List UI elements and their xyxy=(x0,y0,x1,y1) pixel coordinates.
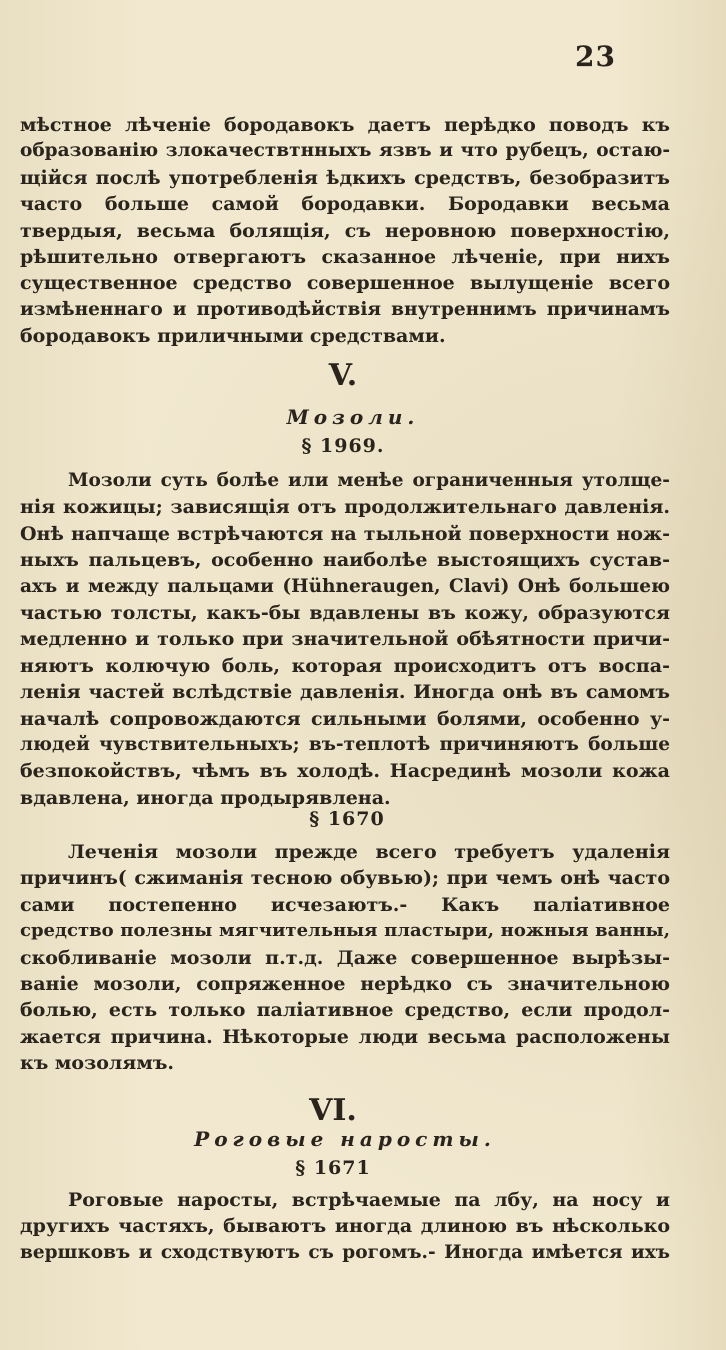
text-line: ныхъ пальцевъ, особенно наиболѣе выстоящихъ сустав- xyxy=(20,549,670,572)
text-line: вершковъ и сходствуютъ съ рогомъ.- Иногда имѣется ихъ xyxy=(20,1241,670,1263)
paragraph-corns-description xyxy=(20,468,670,811)
text-line: началѣ сопровождаются сильными болями, особенно у- xyxy=(20,707,670,730)
section-heading-roman-v: V. xyxy=(328,358,358,393)
paragraph-horny-growths xyxy=(20,1187,670,1266)
text-line: Онѣ напчаще встрѣчаются на тыльной поверхности нож- xyxy=(20,522,670,545)
text-line: твердыя, весьма болящія, съ неровною поверхностію, xyxy=(20,219,670,242)
page-number: 23 xyxy=(575,40,616,73)
text-line: часто больше самой бородавки. Бородавки весьма xyxy=(20,193,670,216)
text-line: другихъ частяхъ, бываютъ иногда длиною въ нѣсколько xyxy=(20,1215,670,1238)
text-line: образованію злокачествтнныхъ язвъ и что рубецъ, остаю- xyxy=(20,140,670,162)
text-line: причинъ( сжиманія тесною обувью); при чемъ онѣ часто xyxy=(20,867,670,890)
text-line: нія кожицы; зависящія отъ продолжительнаго давленія. xyxy=(20,496,670,519)
text-line: ваніе мозоли, сопряженное нерѣдко съ значительною xyxy=(20,973,670,996)
text-line: ленія частей вслѣдствіе давленія. Иногда онѣ въ самомъ xyxy=(20,681,670,704)
section-title-horny-growths: Роговые наросты. xyxy=(194,1127,496,1151)
section-title-mozoli: Мозоли. xyxy=(286,405,420,429)
text-line: медленно и только при значительной обѣятности причи- xyxy=(20,628,670,651)
section-heading-roman-vi: VI. xyxy=(309,1093,357,1128)
text-line: къ мозолямъ. xyxy=(20,1052,175,1075)
text-line: бородавокъ приличными средствами. xyxy=(20,325,446,348)
text-line: няютъ колючую боль, которая происходитъ отъ воспа- xyxy=(20,654,670,677)
paragraph-warts-treatment xyxy=(20,112,670,350)
text-line: рѣшительно отвергаютъ сказанное лѣченіе, при нихъ xyxy=(20,246,670,269)
text-line: людей чувствительныхъ; въ-теплотѣ причиняютъ больше xyxy=(20,734,670,756)
text-line: измѣненнаго и противодѣйствія внутреннимъ причинамъ xyxy=(20,298,670,320)
text-line: щійся послѣ употребленія ѣдкихъ средствъ, безобразитъ xyxy=(20,166,670,189)
paragraph-number-1969: § 1969. xyxy=(301,435,385,457)
text-line: мѣстное лѣченіе бородавокъ даетъ перѣдко поводъ къ xyxy=(20,114,670,136)
paragraph-number-1671: § 1671 xyxy=(295,1157,371,1179)
text-line: скобливаніе мозоли п.т.д. Даже совершенное вырѣзы- xyxy=(20,946,670,969)
text-line: вдавлена, иногда продырявлена. xyxy=(20,786,391,809)
text-line: существенное средство совершенное вылущеніе всего xyxy=(20,272,670,295)
text-line: болью, есть только паліативное средство, если продол- xyxy=(20,999,670,1022)
text-line: сами постепенно исчезаютъ.- Какъ паліативное xyxy=(20,893,670,916)
text-line: Мозоли суть болѣе или менѣе ограниченныя утолще- xyxy=(68,470,670,491)
text-line: Роговые наросты, встрѣчаемые па лбу, на носу и xyxy=(68,1189,670,1211)
text-line: Леченія мозоли прежде всего требуетъ удаленія xyxy=(68,841,670,863)
paragraph-number-1670: § 1670 xyxy=(309,808,385,830)
paragraph-corns-treatment xyxy=(20,839,670,1077)
text-line: средство полезны мягчительныя пластыри, ножныя ванны, xyxy=(20,920,670,942)
text-line: жается причина. Нѣкоторые люди весьма расположены xyxy=(20,1025,670,1048)
text-line: безпокойствъ, чѣмъ въ холодѣ. Насрединѣ мозоли кожа xyxy=(20,760,670,783)
text-line: ахъ и между пальцами (Hühneraugen, Clavi) Онѣ большею xyxy=(20,575,670,597)
text-line: частью толсты, какъ-бы вдавлены въ кожу, образуются xyxy=(20,602,670,625)
